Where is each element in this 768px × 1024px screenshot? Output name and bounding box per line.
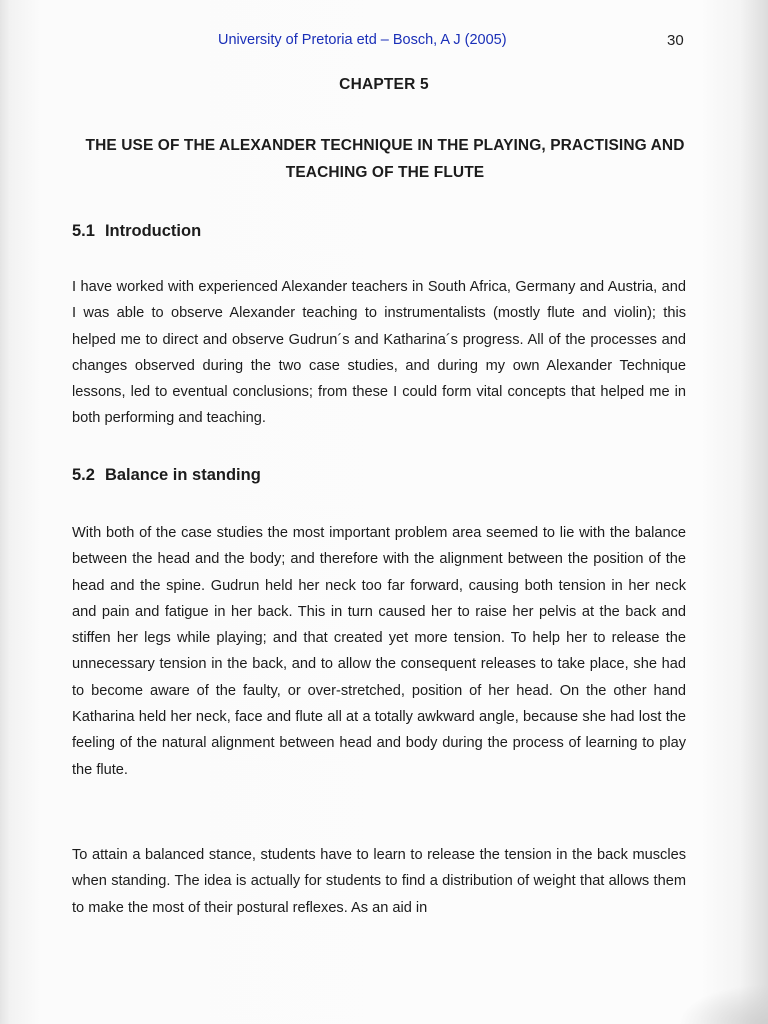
section-title: Introduction [104, 222, 202, 240]
running-header [0, 32, 768, 52]
page-corner-shadow [678, 984, 768, 1024]
section-heading-balance [72, 466, 261, 485]
running-title: University of Pretoria etd – Bosch, A J (2005) [218, 32, 507, 48]
section-number: 5.1 [72, 222, 95, 240]
paragraph: With both of the case studies the most important problem area seemed to lie with the balance between the head and the body; and therefore with the alignment between the position of the head and the spine. Gudrun held her neck too far forward, causing both tension in her neck and pain and fatigue in her back. This in turn caused her to raise her pelvis at the back and stiffen her legs while playing; and that created yet more tension. To help her to release the unnecessary tension in the back, and to allow the consequent releases to take place, she had to become aware of the faulty, or over-stretched, position of her head. On the other hand Katharina held her neck, face and flute all at a totally awkward angle, because she had lost the feeling of the natural alignment between head and body during the process of learning to play the flute. [72, 525, 686, 778]
paragraph: I have worked with experienced Alexander teachers in South Africa, Germany and Austria, and I was able to observe Alexander teaching to instrumentalists (mostly flute and violin); this helped me to direct and observe Gudrun´s and Katharina´s progress. All of the processes and changes observed during the two case studies, and during my own Alexander Technique lessons, led to eventual conclusions; from these I could form vital concepts that helped me in both performing and teaching. [72, 279, 686, 427]
page-number: 30 [667, 32, 684, 49]
section-heading-introduction [72, 222, 201, 241]
section-title: Balance in standing [104, 466, 261, 484]
section-number: 5.2 [72, 466, 95, 484]
paragraph: To attain a balanced stance, students have to learn to release the tension in the back muscles when standing. The idea is actually for students to find a distribution of weight that allows them to make the most of their postural reflexes. As an aid in [72, 847, 686, 916]
chapter-title: THE USE OF THE ALEXANDER TECHNIQUE IN THE PLAYING, PRACTISING AND TEACHING OF THE FLUTE [85, 137, 685, 181]
chapter-label: CHAPTER 5 [339, 76, 429, 93]
